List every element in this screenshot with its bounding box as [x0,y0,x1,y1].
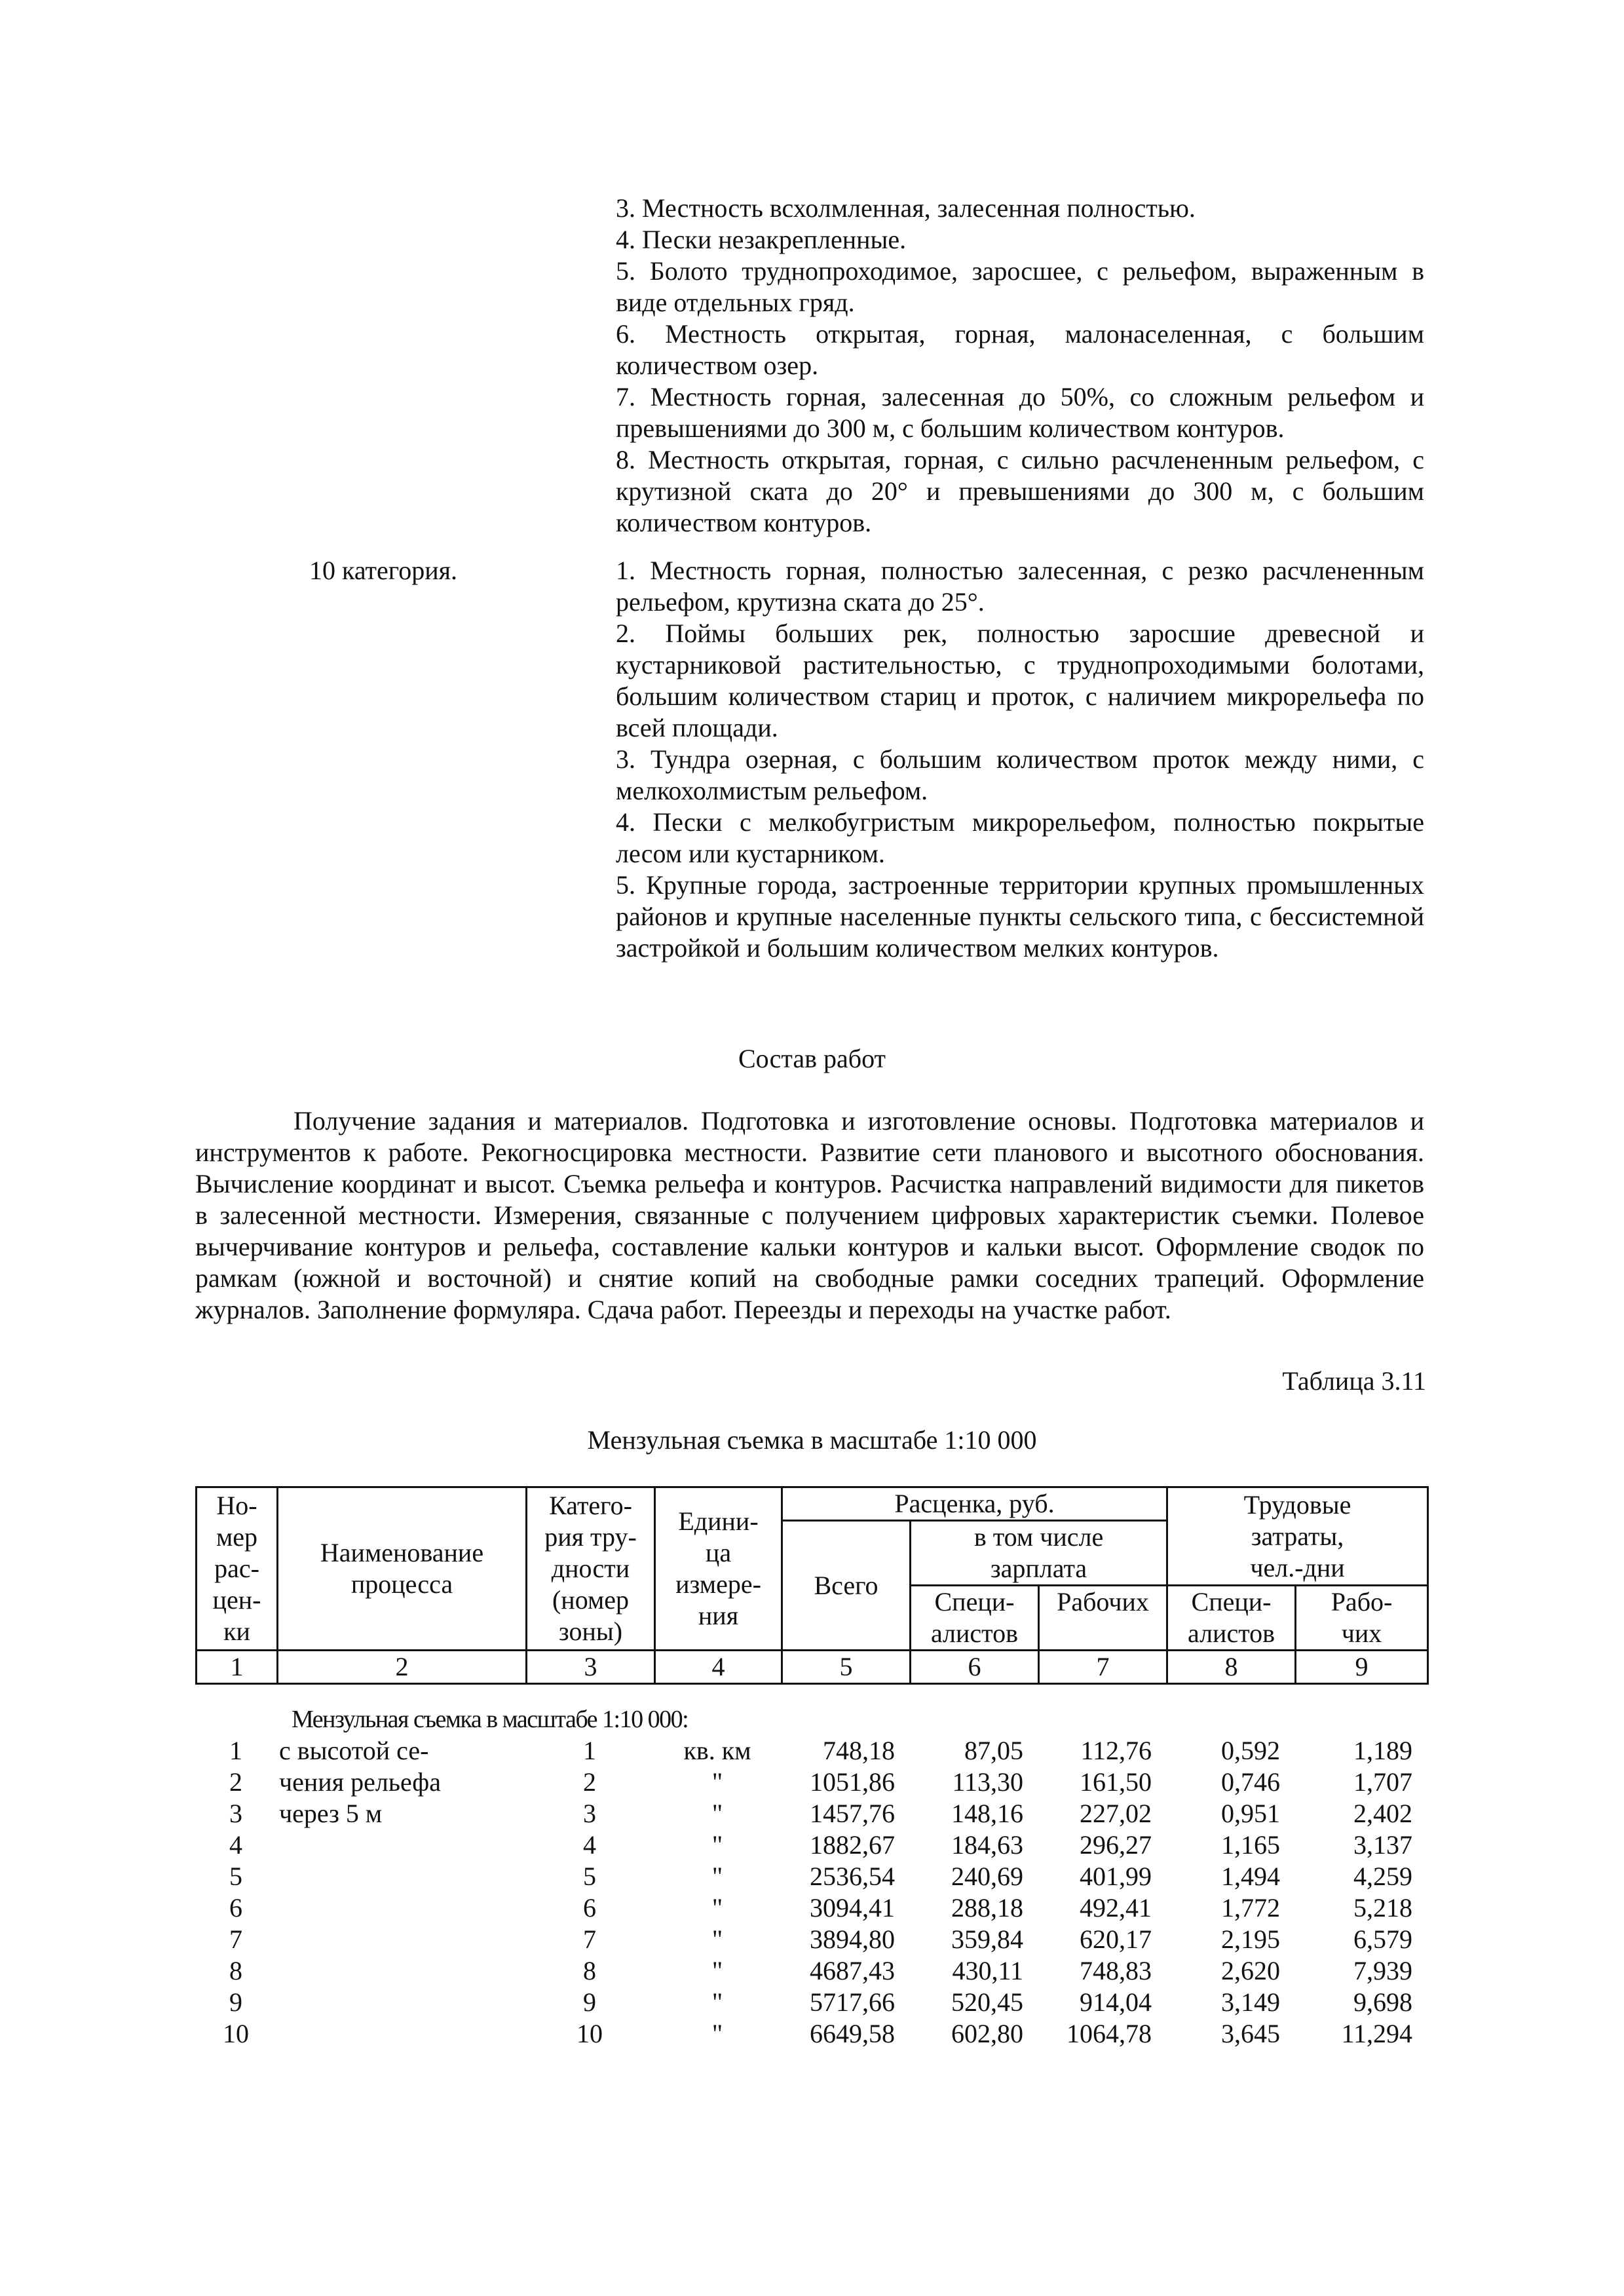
category-cell: 7 [583,1924,596,1954]
column-number: 1 [197,1651,278,1684]
category9-item: 6. Местность открытая, горная, малонаселенная, с большим количеством озер. [616,319,1424,380]
total-price-cell: 748,18 [823,1736,895,1765]
process-name-cell [276,1892,525,1924]
process-name-cell [276,1924,525,1955]
labor-workers-cell: 2,402 [1353,1799,1412,1828]
specialists-salary-cell: 240,69 [951,1862,1023,1891]
total-price-cell: 5717,66 [810,1987,895,2017]
table-body [195,1735,1427,2050]
table-row [195,1861,1427,1892]
category10-item: 5. Крупные города, застроенные территории крупных промышленных районов и крупные населенные пункты сельского типа, с бессистемной застройкой и большим количеством мелких контуров. [616,870,1424,963]
category-cell: 9 [583,1987,596,2017]
workers-salary-cell: 112,76 [1080,1736,1152,1765]
rate-number-cell: 10 [223,2019,249,2048]
table-row [195,1767,1427,1798]
table-number: Таблица 3.11 [1282,1366,1426,1396]
category9-item: 4. Пески незакрепленные. [616,225,907,254]
labor-specialists-cell: 1,494 [1221,1862,1280,1891]
header-price-group: Расценка, руб. [782,1487,1167,1521]
process-name-cell [276,1829,525,1861]
header-difficulty-category: Катего- рия тру- дности (номер зоны) [527,1487,655,1651]
unit-cell: " [711,1830,723,1860]
header-unit: Едини- ца измере- ния [655,1487,782,1651]
composition-paragraph: Получение задания и материалов. Подготовка и изготовление основы. Подготовка материалов и инструментов к работе. Рекогносцировка местности. Развитие сети планового и высотного обоснования. Вычисление координат и высот. Съемка рельефа и контуров. Расчистка направлений видимости для пикетов в залесенной местности. Измерения, связанные с получением цифровых характеристик съемки. Полевое вычерчивание контуров и рельефа, составление кальки контуров и кальки высот. Оформление сводок по рамкам (южной и восточной) и снятие копий на свободные рамки соседних трапеций. Оформление журналов. Заполнение формуляра. Сдача работ. Переезды и переходы на участке работ. [195,1106,1424,1324]
labor-specialists-cell: 1,165 [1221,1830,1280,1860]
category-cell: 4 [583,1830,596,1860]
category10-item: 2. Поймы больших рек, полностью заросшие древесной и кустарниковой растительностью, с труднопроходимыми болотами, большим количеством стариц и проток, с наличием микрорельефа по всей площади. [616,619,1424,742]
category-cell: 8 [583,1956,596,1985]
workers-salary-cell: 401,99 [1080,1862,1152,1891]
labor-workers-cell: 6,579 [1353,1924,1412,1954]
process-name-cell [276,1861,525,1892]
table-row [195,1892,1427,1924]
workers-salary-cell: 161,50 [1080,1767,1152,1797]
rate-number-cell: 9 [229,1987,242,2017]
labor-specialists-cell: 0,746 [1221,1767,1280,1797]
table-row [195,1798,1427,1829]
category10-label: 10 категория. [309,556,457,585]
workers-salary-cell: 492,41 [1080,1893,1152,1923]
specialists-salary-cell: 602,80 [951,2019,1023,2048]
total-price-cell: 3094,41 [810,1893,895,1923]
labor-workers-cell: 7,939 [1353,1956,1412,1985]
process-name-cell: через 5 м [279,1799,383,1828]
table-row [195,1735,1427,1767]
workers-salary-cell: 914,04 [1080,1987,1152,2017]
category-cell: 6 [583,1893,596,1923]
category10-item: 3. Тундра озерная, с большим количеством проток между ними, с мелкохолмистым рельефом. [616,744,1424,805]
specialists-salary-cell: 430,11 [952,1956,1023,1985]
specialists-salary-cell: 184,63 [951,1830,1023,1860]
column-number: 8 [1167,1651,1296,1684]
category-cell: 3 [583,1799,596,1828]
rate-number-cell: 5 [229,1862,242,1891]
category10-items [616,555,1424,964]
header-workers: Рабочих [1039,1586,1167,1651]
rate-number-cell: 1 [229,1736,242,1765]
total-price-cell: 6649,58 [810,2019,895,2048]
column-number: 6 [911,1651,1039,1684]
labor-workers-cell: 11,294 [1341,2019,1412,2048]
specialists-salary-cell: 113,30 [952,1767,1023,1797]
header-labor-group: Трудовые затраты, чел.-дни [1167,1487,1428,1586]
category-cell: 10 [576,2019,603,2048]
table-title: Мензульная съемка в масштабе 1:10 000 [587,1425,1037,1455]
labor-workers-cell: 1,707 [1353,1767,1412,1797]
workers-salary-cell: 748,83 [1080,1956,1152,1985]
column-number: 2 [278,1651,527,1684]
labor-specialists-cell: 0,592 [1221,1736,1280,1765]
rate-number-cell: 4 [229,1830,242,1860]
category9-item: 3. Местность всхолмленная, залесенная полностью. [616,193,1196,223]
workers-salary-cell: 1064,78 [1067,2019,1152,2048]
rate-number-cell: 8 [229,1956,242,1985]
specialists-salary-cell: 148,16 [951,1799,1023,1828]
category10-item: 1. Местность горная, полностью залесенная, с резко расчлененным рельефом, крутизна ската до 25°. [616,556,1424,617]
column-number: 9 [1296,1651,1428,1684]
table-row [195,2018,1427,2050]
rate-number-cell: 7 [229,1924,242,1954]
workers-salary-cell: 296,27 [1080,1830,1152,1860]
workers-salary-cell: 620,17 [1080,1924,1152,1954]
rate-number-cell: 6 [229,1893,242,1923]
total-price-cell: 1882,67 [810,1830,895,1860]
category-cell: 5 [583,1862,596,1891]
category9-item: 7. Местность горная, залесенная до 50%, со сложным рельефом и превышениями до 300 м, с большим количеством контуров. [616,382,1424,443]
unit-cell: " [711,1924,723,1954]
header-rate-number: Но- мер рас- цен- ки [197,1487,278,1651]
labor-workers-cell: 9,698 [1353,1987,1412,2017]
section-title: Состав работ [738,1044,886,1073]
unit-cell: " [711,2019,723,2048]
table-header [195,1486,1429,1685]
table-row [195,1955,1427,1987]
total-price-cell: 1457,76 [810,1799,895,1828]
table-row [195,1924,1427,1955]
header-including-salary: в том числе зарплата [911,1521,1167,1586]
column-number: 3 [527,1651,655,1684]
column-number: 4 [655,1651,782,1684]
labor-specialists-cell: 0,951 [1221,1799,1280,1828]
column-number: 5 [782,1651,911,1684]
process-name-cell: чения рельефа [279,1767,441,1797]
rows-caption: Мензульная съемка в масштабе 1:10 000: [292,1706,689,1733]
unit-cell: " [711,1862,723,1891]
unit-cell: кв. км [683,1736,751,1765]
specialists-salary-cell: 359,84 [951,1924,1023,1954]
process-name-cell [276,2018,525,2050]
header-labor-specialists: Специ- алистов [1167,1586,1296,1651]
labor-workers-cell: 5,218 [1353,1893,1412,1923]
labor-workers-cell: 1,189 [1353,1736,1412,1765]
process-name-cell [276,1987,525,2018]
table-row [195,1987,1427,2018]
category9-item: 5. Болото труднопроходимое, заросшее, с рельефом, выраженным в виде отдельных гряд. [616,256,1424,317]
process-name-cell: с высотой се- [279,1736,429,1765]
labor-specialists-cell: 3,645 [1221,2019,1280,2048]
labor-workers-cell: 3,137 [1353,1830,1412,1860]
category-cell: 1 [583,1736,596,1765]
header-total: Всего [782,1521,911,1651]
unit-cell: " [711,1767,723,1797]
unit-cell: " [711,1956,723,1985]
header-labor-workers: Рабо- чих [1296,1586,1428,1651]
specialists-salary-cell: 288,18 [951,1893,1023,1923]
rate-number-cell: 2 [229,1767,242,1797]
labor-workers-cell: 4,259 [1353,1862,1412,1891]
total-price-cell: 1051,86 [810,1767,895,1797]
total-price-cell: 4687,43 [810,1956,895,1985]
workers-salary-cell: 227,02 [1080,1799,1152,1828]
table-row [195,1829,1427,1861]
total-price-cell: 3894,80 [810,1924,895,1954]
category10-item: 4. Пески с мелкобугристым микрорельефом, полностью покрытые лесом или кустарником. [616,807,1424,868]
category9-item: 8. Местность открытая, горная, с сильно расчлененным рельефом, с крутизной ската до 20° и превышениями до 300 м, с большим количеством контуров. [616,445,1424,537]
labor-specialists-cell: 1,772 [1221,1893,1280,1923]
unit-cell: " [711,1987,723,2017]
unit-cell: " [711,1799,723,1828]
category9-items [616,193,1424,539]
process-name-cell [276,1955,525,1987]
category-cell: 2 [583,1767,596,1797]
labor-specialists-cell: 2,620 [1221,1956,1280,1985]
rate-number-cell: 3 [229,1799,242,1828]
total-price-cell: 2536,54 [810,1862,895,1891]
labor-specialists-cell: 2,195 [1221,1924,1280,1954]
labor-specialists-cell: 3,149 [1221,1987,1280,2017]
header-process-name: Наименование процесса [278,1487,527,1651]
specialists-salary-cell: 520,45 [951,1987,1023,2017]
header-specialists: Специ- алистов [911,1586,1039,1651]
unit-cell: " [711,1893,723,1923]
specialists-salary-cell: 87,05 [964,1736,1023,1765]
column-number: 7 [1039,1651,1167,1684]
